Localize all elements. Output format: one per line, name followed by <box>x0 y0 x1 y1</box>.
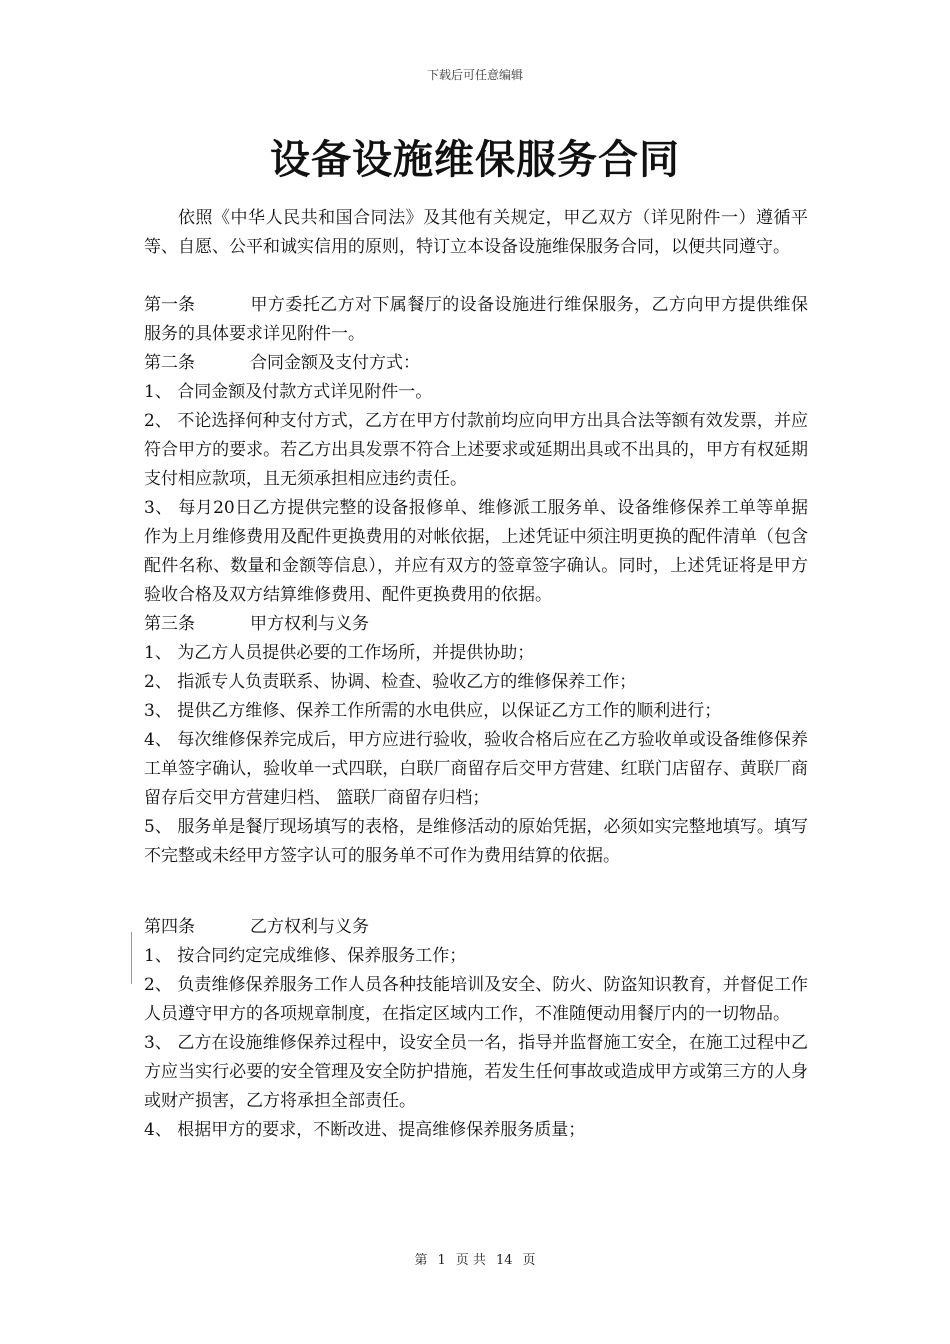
article-4-label: 第四条 <box>144 917 195 937</box>
article-3-item-5: 5、 服务单是餐厅现场填写的表格，是维修活动的原始凭据，必须如实完整地填写。填写不完整或未经甲方签字认可的服务单不可作为费用结算的依据。 <box>144 817 808 866</box>
page-number: 1 <box>437 1253 446 1268</box>
document-body <box>144 204 808 1145</box>
page-prefix: 第 <box>414 1253 428 1268</box>
article-3-item-2: 2、 指派专人负责联系、协调、检查、验收乙方的维修保养工作； <box>144 672 637 692</box>
page-suffix: 页 <box>522 1253 536 1268</box>
article-1-text: 甲方委托乙方对下属餐厅的设备设施进行维保服务，乙方向甲方提供维保服务的具体要求详见附件一。 <box>144 295 808 344</box>
cursor-margin-line <box>131 932 132 984</box>
page-mid: 页 共 <box>455 1253 486 1268</box>
article-2-item-3: 3、 每月20日乙方提供完整的设备报修单、维修派工服务单、设备维修保养工单等单据作为上月维修费用及配件更换费用的对帐依据，上述凭证中须注明更换的配件清单（包含配件名称、数量和金额等信息），并应有双方的签章签字确认。同时，上述凭证将是甲方验收合格及双方结算维修费用、配件更换费用的依据。 <box>144 498 808 605</box>
article-3-item-1: 1、 为乙方人员提供必要的工作场所，并提供协助； <box>144 643 535 663</box>
article-3-heading <box>144 610 808 639</box>
article-2-heading <box>144 349 808 378</box>
article-4-item-2: 2、 负责维修保养服务工作人员各种技能培训及安全、防火、防盗知识教育，并督促工作人员遵守甲方的各项规章制度，在指定区域内工作，不准随便动用餐厅内的一切物品。 <box>144 975 808 1024</box>
page-footer <box>0 1249 950 1268</box>
article-3-title: 甲方权利与义务 <box>250 614 369 634</box>
article-4-title: 乙方权利与义务 <box>250 917 369 937</box>
article-2-item-1: 1、 合同金额及付款方式详见附件一。 <box>144 382 433 402</box>
page-header-note: 下载后可任意编辑 <box>426 68 523 82</box>
document-title: 设备设施维保服务合同 <box>270 137 680 183</box>
intro-paragraph: 依照《中华人民共和国合同法》及其他有关规定，甲乙双方（详见附件一）遵循平等、自愿、公平和诚实信用的原则，特订立本设备设施维保服务合同，以便共同遵守。 <box>144 208 808 257</box>
article-1 <box>144 291 808 349</box>
article-4-heading <box>144 913 808 942</box>
article-2-label: 第二条 <box>144 353 195 373</box>
article-2-item-2: 2、 不论选择何种支付方式，乙方在甲方付款前均应向甲方出具合法等额有效发票，并应符合甲方的要求。若乙方出具发票不符合上述要求或延期出具或不出具的，甲方有权延期支付相应款项，且无须承担相应违约责任。 <box>144 411 808 489</box>
article-2-title: 合同金额及支付方式： <box>250 353 420 373</box>
article-1-label: 第一条 <box>144 295 195 315</box>
article-3-label: 第三条 <box>144 614 195 634</box>
article-4-item-1: 1、 按合同约定完成维修、保养服务工作； <box>144 946 467 966</box>
page-total: 14 <box>495 1253 513 1268</box>
article-4-item-4: 4、 根据甲方的要求，不断改进、提高维修保养服务质量； <box>144 1120 586 1140</box>
article-3-item-4: 4、 每次维修保养完成后，甲方应进行验收，验收合格后应在乙方验收单或设备维修保养工单签字确认，验收单一式四联，白联厂商留存后交甲方营建、红联门店留存、黄联厂商留存后交甲方营建归档、 篮联厂商留存归档； <box>144 730 808 808</box>
article-4-item-3: 3、 乙方在设施维修保养过程中，设安全员一名，指导并监督施工安全，在施工过程中乙方应当实行必要的安全管理及安全防护措施，若发生任何事故或造成甲方或第三方的人身或财产损害，乙方将承担全部责任。 <box>144 1033 808 1111</box>
article-3-item-3: 3、 提供乙方维修、保养工作所需的水电供应，以保证乙方工作的顺利进行； <box>144 701 722 721</box>
